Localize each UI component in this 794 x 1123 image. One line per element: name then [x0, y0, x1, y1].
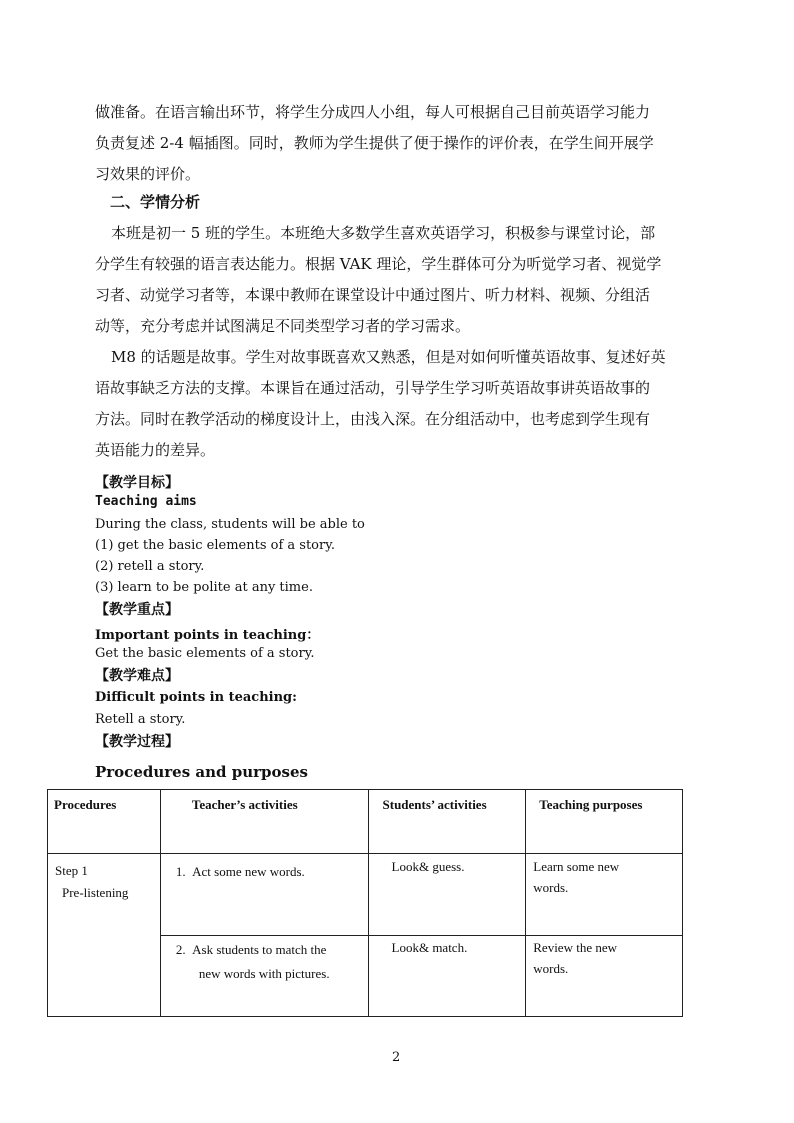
process-heading-cn: 【教学过程】	[95, 734, 179, 750]
p1-line-1: 本班是初一 5 班的学生。本班绝大多数学生喜欢英语学习，积极参与课堂讨论，部	[111, 224, 656, 242]
purpose-line-2: words.	[533, 880, 569, 895]
procedures-title: Procedures and purposes	[95, 763, 308, 781]
purpose-line-1: Learn some new	[533, 859, 620, 874]
step-label: Step 1	[55, 863, 88, 878]
header-students	[368, 790, 526, 854]
teacher-activity-line-2: new words with pictures.	[198, 966, 330, 981]
student-activity: Look& match.	[391, 940, 468, 955]
aims-heading-en: Teaching aims	[95, 494, 197, 509]
header-procedures	[48, 790, 161, 854]
header-teacher-label: Teacher’s activities	[191, 797, 298, 812]
header-purposes	[526, 790, 683, 854]
p1-line-2: 分学生有较强的语言表达能力。根据 VAK 理论，学生群体可分为听觉学习者、视觉学	[95, 255, 662, 273]
p2-line-2: 语故事缺乏方法的支撑。本课旨在通过活动，引导学生学习听英语故事讲英语故事的	[95, 379, 651, 397]
key-points-heading-cn: 【教学重点】	[95, 602, 179, 618]
page-number: 2	[392, 1050, 401, 1065]
aim-item-1: (1) get the basic elements of a story.	[95, 538, 335, 553]
difficult-points-heading-cn: 【教学难点】	[95, 668, 179, 684]
aim-item-2: (2) retell a story.	[95, 559, 205, 574]
p2-line-4: 英语能力的差异。	[95, 441, 216, 459]
header-teacher	[160, 790, 368, 854]
header-purposes-label: Teaching purposes	[539, 797, 643, 812]
intro-line-3: 习效果的评价。	[95, 165, 201, 183]
aims-intro: During the class, students will be able to	[95, 517, 365, 532]
difficult-points-text: Retell a story.	[95, 712, 186, 727]
intro-line-2: 负责复述 2-4 幅插图。同时，教师为学生提供了便于操作的评价表，在学生间开展学	[95, 134, 654, 152]
purpose-cell	[526, 854, 683, 936]
key-points-text: Get the basic elements of a story.	[95, 646, 315, 661]
purpose-cell	[526, 936, 683, 1017]
step-cell	[48, 854, 161, 1017]
purpose-line-2: words.	[533, 961, 569, 976]
student-activity: Look& guess.	[391, 859, 465, 874]
table-row	[48, 854, 683, 936]
student-activity-cell	[368, 854, 526, 936]
difficult-points-heading-en: Difficult points in teaching:	[95, 690, 297, 705]
teacher-activity-cell	[160, 854, 368, 936]
teacher-activity-text: Ask students to match the	[192, 942, 327, 957]
section-heading-learner-analysis: 二、学情分析	[110, 193, 201, 211]
key-points-heading-en: Important points in teaching：	[95, 628, 320, 643]
teacher-activity-cell	[160, 936, 368, 1017]
teacher-activity-text: Act some new words.	[192, 864, 305, 879]
purpose-line-1: Review the new	[533, 940, 618, 955]
aim-item-3: (3) learn to be polite at any time.	[95, 580, 313, 595]
p1-line-4: 动等，充分考虑并试图满足不同类型学习者的学习需求。	[95, 317, 471, 335]
header-procedures-label: Procedures	[54, 797, 117, 812]
procedures-table	[47, 789, 683, 1017]
teacher-activity	[161, 854, 368, 882]
student-activity-cell	[368, 936, 526, 1017]
item-number: 2.	[175, 942, 186, 957]
p2-line-1: M8 的话题是故事。学生对故事既喜欢又熟悉，但是对如何听懂英语故事、复述好英	[111, 348, 666, 366]
header-students-label: Students’ activities	[382, 797, 487, 812]
item-number: 1.	[175, 864, 186, 879]
aims-heading-cn: 【教学目标】	[95, 475, 179, 491]
step-sub: Pre-listening	[62, 885, 129, 900]
p1-line-3: 习者、动觉学习者等，本课中教师在课堂设计中通过图片、听力材料、视频、分组活	[95, 286, 651, 304]
p2-line-3: 方法。同时在教学活动的梯度设计上，由浅入深。在分组活动中，也考虑到学生现有	[95, 410, 651, 428]
table-header-row	[48, 790, 683, 854]
intro-line-1: 做准备。在语言输出环节，将学生分成四人小组，每人可根据自己目前英语学习能力	[95, 103, 651, 121]
teacher-activity	[161, 936, 368, 960]
